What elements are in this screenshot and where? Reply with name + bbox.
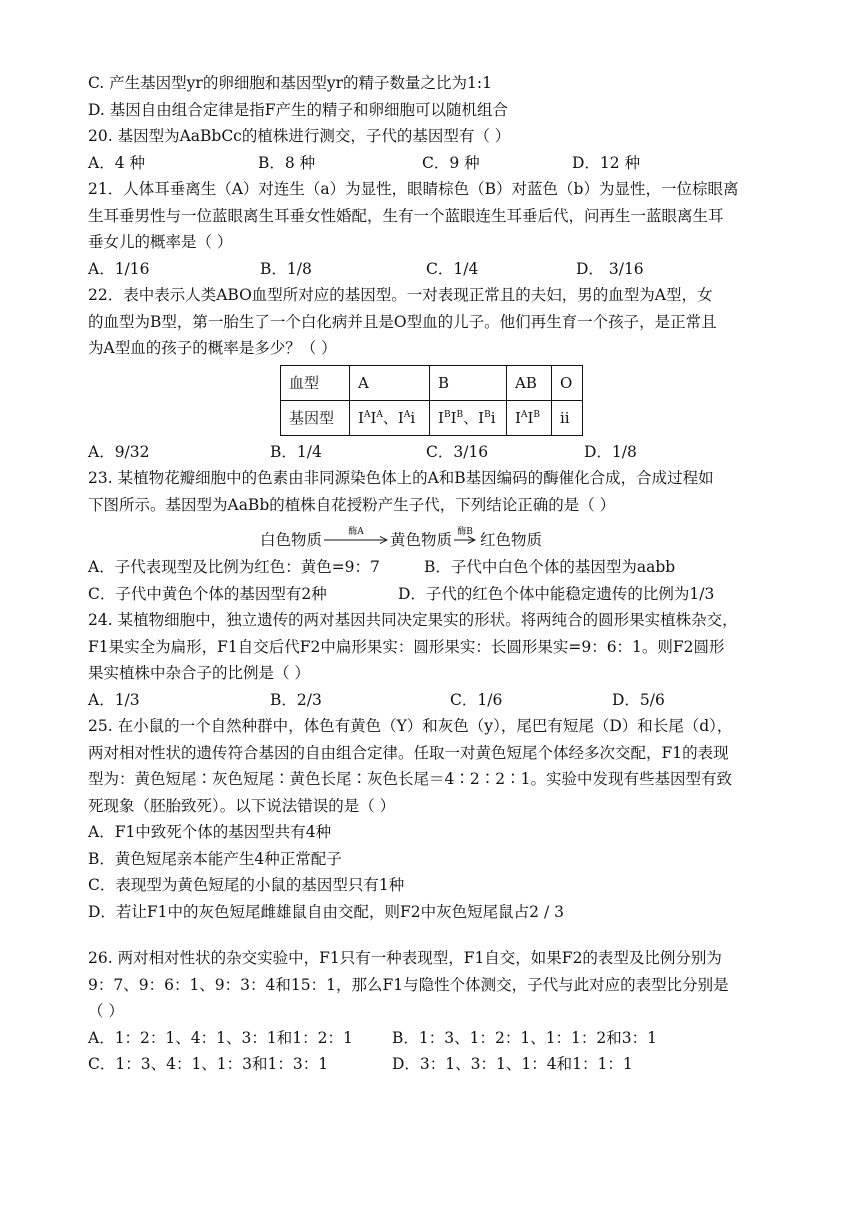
q24-option-a: A．1/3 <box>88 690 140 709</box>
q25-option-a: A．F1中致死个体的基因型共有4种 <box>88 823 332 841</box>
red-substance: 红色物质 <box>480 531 543 549</box>
q22-stem-line-3: 为A型血的孩子的概率是多少？（ ） <box>88 339 337 357</box>
q23-option-b: B．子代中白色个体的基因型为aabb <box>424 558 676 576</box>
q26-option-a: A．1：2：1、4：1、3：1和1：2：1 <box>88 1028 353 1047</box>
q26-option-c: C．1：3、4：1、1：3和1：3：1 <box>88 1055 329 1073</box>
q26-stem-line-2: 9：7、9：6：1、9：3：4和15：1，那么F1与隐性个体测交，子代与此对应的表型比分别是 <box>88 975 729 994</box>
q23-options-row-2 <box>88 581 788 608</box>
q22-option-d: D．1/8 <box>584 442 637 461</box>
q26-stem-line-3: （ ） <box>88 1002 124 1020</box>
enzyme-a-label: 酶A <box>348 527 364 537</box>
q23-option-a: A．子代表现型及比例为红色：黄色=9：7 <box>88 558 380 576</box>
q21-stem-line-3: 垂女儿的概率是（ ） <box>88 233 233 251</box>
q24-option-d: D．5/6 <box>612 690 665 709</box>
q20-options <box>88 150 788 177</box>
q19-option-d: D. 基因自由组合定律是指F产生的精子和卵细胞可以随机组合 <box>88 100 508 119</box>
genotype-b: $I^BI^B$、$I^Bi$ <box>430 400 507 435</box>
blood-type-ab: AB <box>507 365 552 400</box>
q21-option-a: A．1/16 <box>88 259 150 278</box>
genotype-a: $I^AI^A$、$I^Ai$ <box>350 400 430 435</box>
q22-stem-line-1: 22．表中表示人类ABO血型所对应的基因型。一对表现正常且的夫妇，男的血型为A型，女 <box>88 286 713 304</box>
table-row <box>281 400 583 435</box>
blood-type-o: O <box>552 365 583 400</box>
q25-stem-line-3: 型为：黄色短尾∶灰色短尾∶黄色长尾∶灰色长尾＝4∶2∶2∶1。实验中发现有些基因型有致 <box>88 770 732 788</box>
blood-type-table <box>280 365 583 436</box>
q25-stem-line-2: 两对相对性状的遗传符合基因的自由组合定律。任取一对黄色短尾个体经多次交配，F1的表现 <box>88 743 729 762</box>
enzyme-b-label: 酶B <box>457 527 473 537</box>
blank-gap <box>88 925 788 945</box>
q23-options-row-1 <box>88 554 788 581</box>
q20-option-d: D．12 种 <box>572 153 641 172</box>
q19-option-c: C. 产生基因型yr的卵细胞和基因型yr的精子数量之比为1:1 <box>88 74 492 92</box>
q20-option-c: C．9 种 <box>422 153 480 172</box>
q26-option-b: B．1：3、1：2：1、1：1：2和3：1 <box>392 1028 658 1047</box>
white-substance: 白色物质 <box>260 531 323 549</box>
blood-type-header: 血型 <box>281 365 350 400</box>
q22-option-c: C．3/16 <box>426 442 489 461</box>
q20-stem: 20. 基因型为AaBbCc的植株进行测交，子代的基因型有（ ） <box>88 127 511 145</box>
q20-option-a: A．4 种 <box>88 153 145 172</box>
yellow-substance: 黄色物质 <box>390 531 453 549</box>
q25-option-b: B．黄色短尾亲本能产生4种正常配子 <box>88 849 342 868</box>
q21-option-d: D． 3/16 <box>576 259 644 278</box>
q24-option-b: B．2/3 <box>270 690 322 709</box>
q20-option-b: B．8 种 <box>258 153 316 172</box>
q23-option-d: D．子代的红色个体中能稳定遗传的比例为1/3 <box>398 584 715 603</box>
q21-stem-line-2: 生耳垂男性与一位蓝眼离生耳垂女性婚配，生有一个蓝眼连生耳垂后代，问再生一蓝眼离生耳 <box>88 206 724 225</box>
q26-stem-line-1: 26. 两对相对性状的杂交实验中，F1只有一种表现型，F1自交，如果F2的表型及比例分别为 <box>88 949 722 967</box>
q24-option-c: C．1/6 <box>450 690 503 709</box>
exam-page <box>88 70 788 1078</box>
genotype-o: ii <box>552 400 583 435</box>
q22-options <box>88 439 788 466</box>
table-row <box>281 365 583 400</box>
q24-stem-line-3: 果实植株中杂合子的比例是（ ） <box>88 664 310 682</box>
blood-type-a: A <box>350 365 430 400</box>
q21-option-b: B．1/8 <box>260 259 312 278</box>
q25-stem-line-4: 死现象（胚胎致死）。以下说法错误的是（ ） <box>88 796 396 815</box>
q26-option-d: D．3：1、3：1、1：4和1：1：1 <box>392 1055 633 1073</box>
arrow-right-icon <box>454 536 476 544</box>
arrow-right-icon <box>324 536 388 544</box>
pigment-pathway-diagram <box>88 518 788 554</box>
blood-type-b: B <box>430 365 507 400</box>
genotype-header: 基因型 <box>281 400 350 435</box>
q23-stem-line-2: 下图所示。基因型为AaBb的植株自花授粉产生子代，下列结论正确的是（ ） <box>88 495 616 514</box>
q21-option-c: C．1/4 <box>426 259 479 278</box>
q22-stem-line-2: 的血型为B型，第一胎生了一个白化病并且是O型血的儿子。他们再生育一个孩子，是正常且 <box>88 312 717 331</box>
q25-stem-line-1: 25. 在小鼠的一个自然种群中，体色有黄色（Y）和灰色（y），尾巴有短尾（D）和长尾（d）， <box>88 717 733 735</box>
q24-options <box>88 687 788 714</box>
q25-option-c: C．表现型为黄色短尾的小鼠的基因型只有1种 <box>88 876 405 894</box>
q23-option-c: C．子代中黄色个体的基因型有2种 <box>88 584 327 603</box>
q24-stem-line-1: 24. 某植物细胞中，独立遗传的两对基因共同决定果实的形状。将两纯合的圆形果实植株杂交， <box>88 611 738 629</box>
q25-option-d: D．若让F1中的灰色短尾雌雄鼠自由交配，则F2中灰色短尾鼠占2 / 3 <box>88 902 564 921</box>
q24-stem-line-2: F1果实全为扁形，F1自交后代F2中扁形果实：圆形果实：长圆形果实=9：6：1。则F2圆形 <box>88 637 725 656</box>
q22-option-a: A．9/32 <box>88 442 150 461</box>
q26-options-row-1 <box>88 1025 788 1052</box>
q21-options <box>88 256 788 283</box>
q23-stem-line-1: 23. 某植物花瓣细胞中的色素由非同源染色体上的A和B基因编码的酶催化合成，合成过程如 <box>88 469 714 487</box>
q26-options-row-2 <box>88 1051 788 1078</box>
genotype-ab: $I^AI^B$ <box>507 400 552 435</box>
q22-option-b: B．1/4 <box>270 442 322 461</box>
q21-stem-line-1: 21．人体耳垂离生（A）对连生（a）为显性，眼睛棕色（B）对蓝色（b）为显性，一位棕眼离 <box>88 180 739 198</box>
